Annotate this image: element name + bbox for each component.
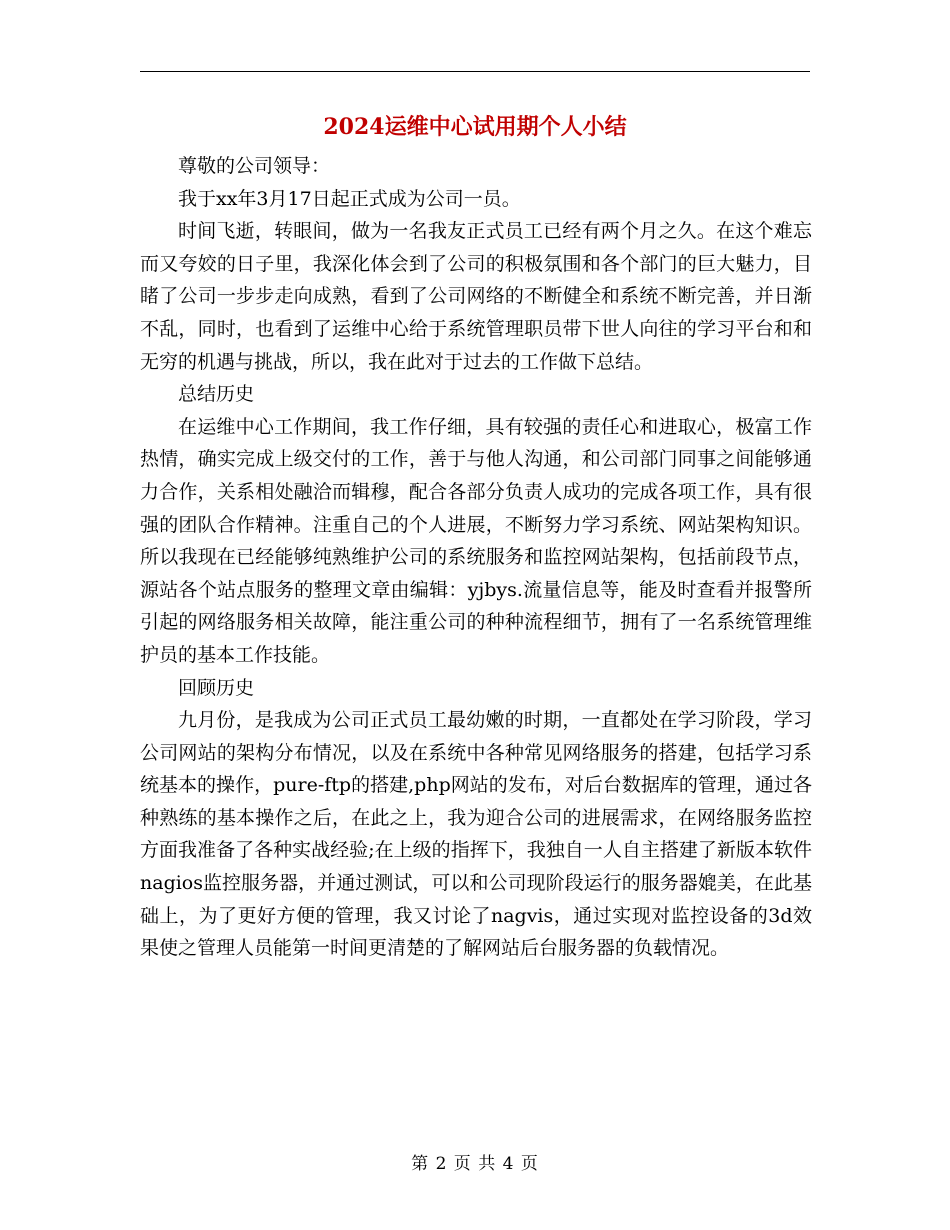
section-heading: 回顾历史 <box>178 676 255 699</box>
page-number: 第 2 页 共 4 页 <box>411 1154 539 1174</box>
body-paragraph: 在运维中心工作期间，我工作仔细，具有较强的责任心和进取心，极富工作热情，确实完成上级交付的工作，善于与他人沟通，和公司部门同事之间能够通力合作，关系相处融洽而辑穆，配合各部分负责人成功的完成各项工作，具有很强的团队合作精神。注重自己的个人进展，不断努力学习系统、网站架构知识。所以我现在已经能够纯熟维护公司的系统服务和监控网站架构，包括前段节点，源站各个站点服务的整理文章由编辑：yjbys.流量信息等，能及时查看并报警所引起的网络服务相关故障，能注重公司的种种流程细节，拥有了一名系统管理维护员的基本工作技能。 <box>140 415 812 666</box>
document-title: 2024运维中心试用期个人小结 <box>323 114 627 140</box>
section-heading: 总结历史 <box>178 383 255 406</box>
header-rule <box>140 71 810 72</box>
document-body <box>140 150 812 965</box>
salutation: 尊敬的公司领导： <box>178 155 331 177</box>
body-paragraph: 时间飞逝，转眼间，做为一名我友正式员工已经有两个月之久。在这个难忘而又夸姣的日子里，我深化体会到了公司的积极氛围和各个部门的巨大魅力，目睹了公司一步步走向成熟，看到了公司网络的不断健全和系统不断完善，并日渐不乱，同时，也看到了运维中心给于系统管理职员带下世人向往的学习平台和和无穷的机遇与挑战，所以，我在此对于过去的工作做下总结。 <box>140 220 812 373</box>
body-paragraph: 我于xx年3月17日起正式成为公司一员。 <box>178 187 521 210</box>
body-paragraph: 九月份，是我成为公司正式员工最幼嫩的时期，一直都处在学习阶段，学习公司网站的架构分布情况，以及在系统中各种常见网络服务的搭建，包括学习系统基本的操作，pure-ftp的搭建,php网站的发布，对后台数据库的管理，通过各种熟练的基本操作之后，在此之上，我为迎合公司的进展需求，在网络服务监控方面我准备了各种实战经验;在上级的指挥下，我独自一人自主搭建了新版本软件nagios监控服务器，并通过测试，可以和公司现阶段运行的服务器媲美，在此基础上，为了更好方便的管理，我又讨论了nagvis，通过实现对监控设备的3d效果使之管理人员能第一时间更清楚的了解网站后台服务器的负载情况。 <box>140 709 812 960</box>
